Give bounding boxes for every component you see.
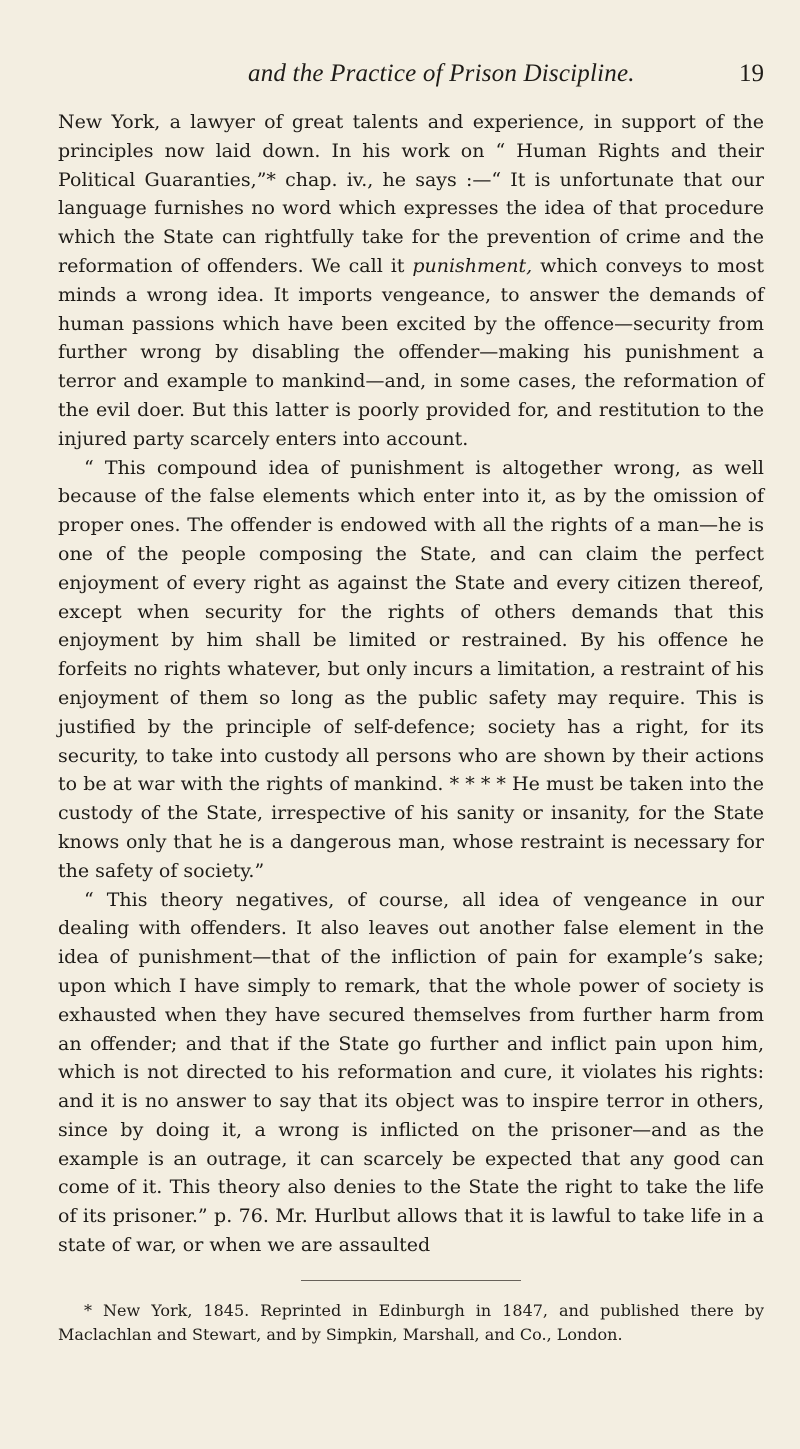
footnote-divider <box>301 1280 521 1281</box>
paragraph: “ This theory negatives, of course, all idea of vengeance in our dealing with offenders. It also leaves out another false element in the idea of punishment—that of the infliction of pain for example’s sake; upon which I have simply to remark, that the whole power of society is exhausted when they have secured themselves from further harm from an offender; and that if the State go further and inflict pain upon him, which is not directed to his reformation and cure, it violates his rights: and it is no answer to say that its object was to inspire terror in others, since by doing it, a wrong is inflicted on the prisoner—and as the example is an outrage, it can scarcely be expected that any good can come of it. This theory also denies to the State the right to take the life of its prisoner.” p. 76. Mr. Hurlbut allows that it is lawful to take life in a state of war, or when we are assaulted <box>58 888 764 1257</box>
paragraph-text-before: New York, a lawyer of great talents and experience, in support of the principles now laid down. In his work on “ Human Rights and their Political Guaranties,”* chap. iv., he says :—“ It is unfortunate that our language furnishes no word which expresses the idea of that procedure which the State can rightfully take for the prevention of crime and the reformation of offenders. We call it <box>58 111 764 277</box>
paragraph-text-after: which conveys to most minds a wrong idea. It imports vengeance, to answer the demands of human passions which have been excited by the offence—security from further wrong by disabling the offender—making his punishment a terror and example to mankind—and, in some cases, the reformation of the evil doer. But this latter is poorly provided for, and restitution to the injured party scarcely enters into account. <box>58 254 765 450</box>
footnote: * New York, 1845. Reprinted in Edinburgh in 1847, and published there by Maclachlan and Stewart, and by Simpkin, Marshall, and Co., London. <box>58 1300 764 1344</box>
paragraph <box>58 108 764 454</box>
running-head <box>58 52 764 92</box>
emphasized-word: punishment, <box>412 254 533 277</box>
page-number: 19 <box>739 60 764 87</box>
running-title: and the Practice of Prison Discipline. <box>248 60 635 87</box>
body-text <box>58 108 764 1260</box>
paragraph: “ This compound idea of punishment is altogether wrong, as well because of the false elements which enter into it, as by the omission of proper ones. The offender is endowed with all the rights of a man—he is one of the people composing the State, and can claim the perfect enjoyment of every right as against the State and every citizen thereof, except when security for the rights of others demands that this enjoyment by him shall be limited or restrained. By his offence he forfeits no rights whatever, but only incurs a limitation, a restraint of his enjoyment of them so long as the public safety may require. This is justified by the principle of self-defence; society has a right, for its security, to take into custody all persons who are shown by their actions to be at war with the rights of mankind. * * * * He must be taken into the custody of the State, irrespective of his sanity or insanity, for the State knows only that he is a dangerous man, whose restraint is necessary for the safety of society.” <box>58 456 764 882</box>
